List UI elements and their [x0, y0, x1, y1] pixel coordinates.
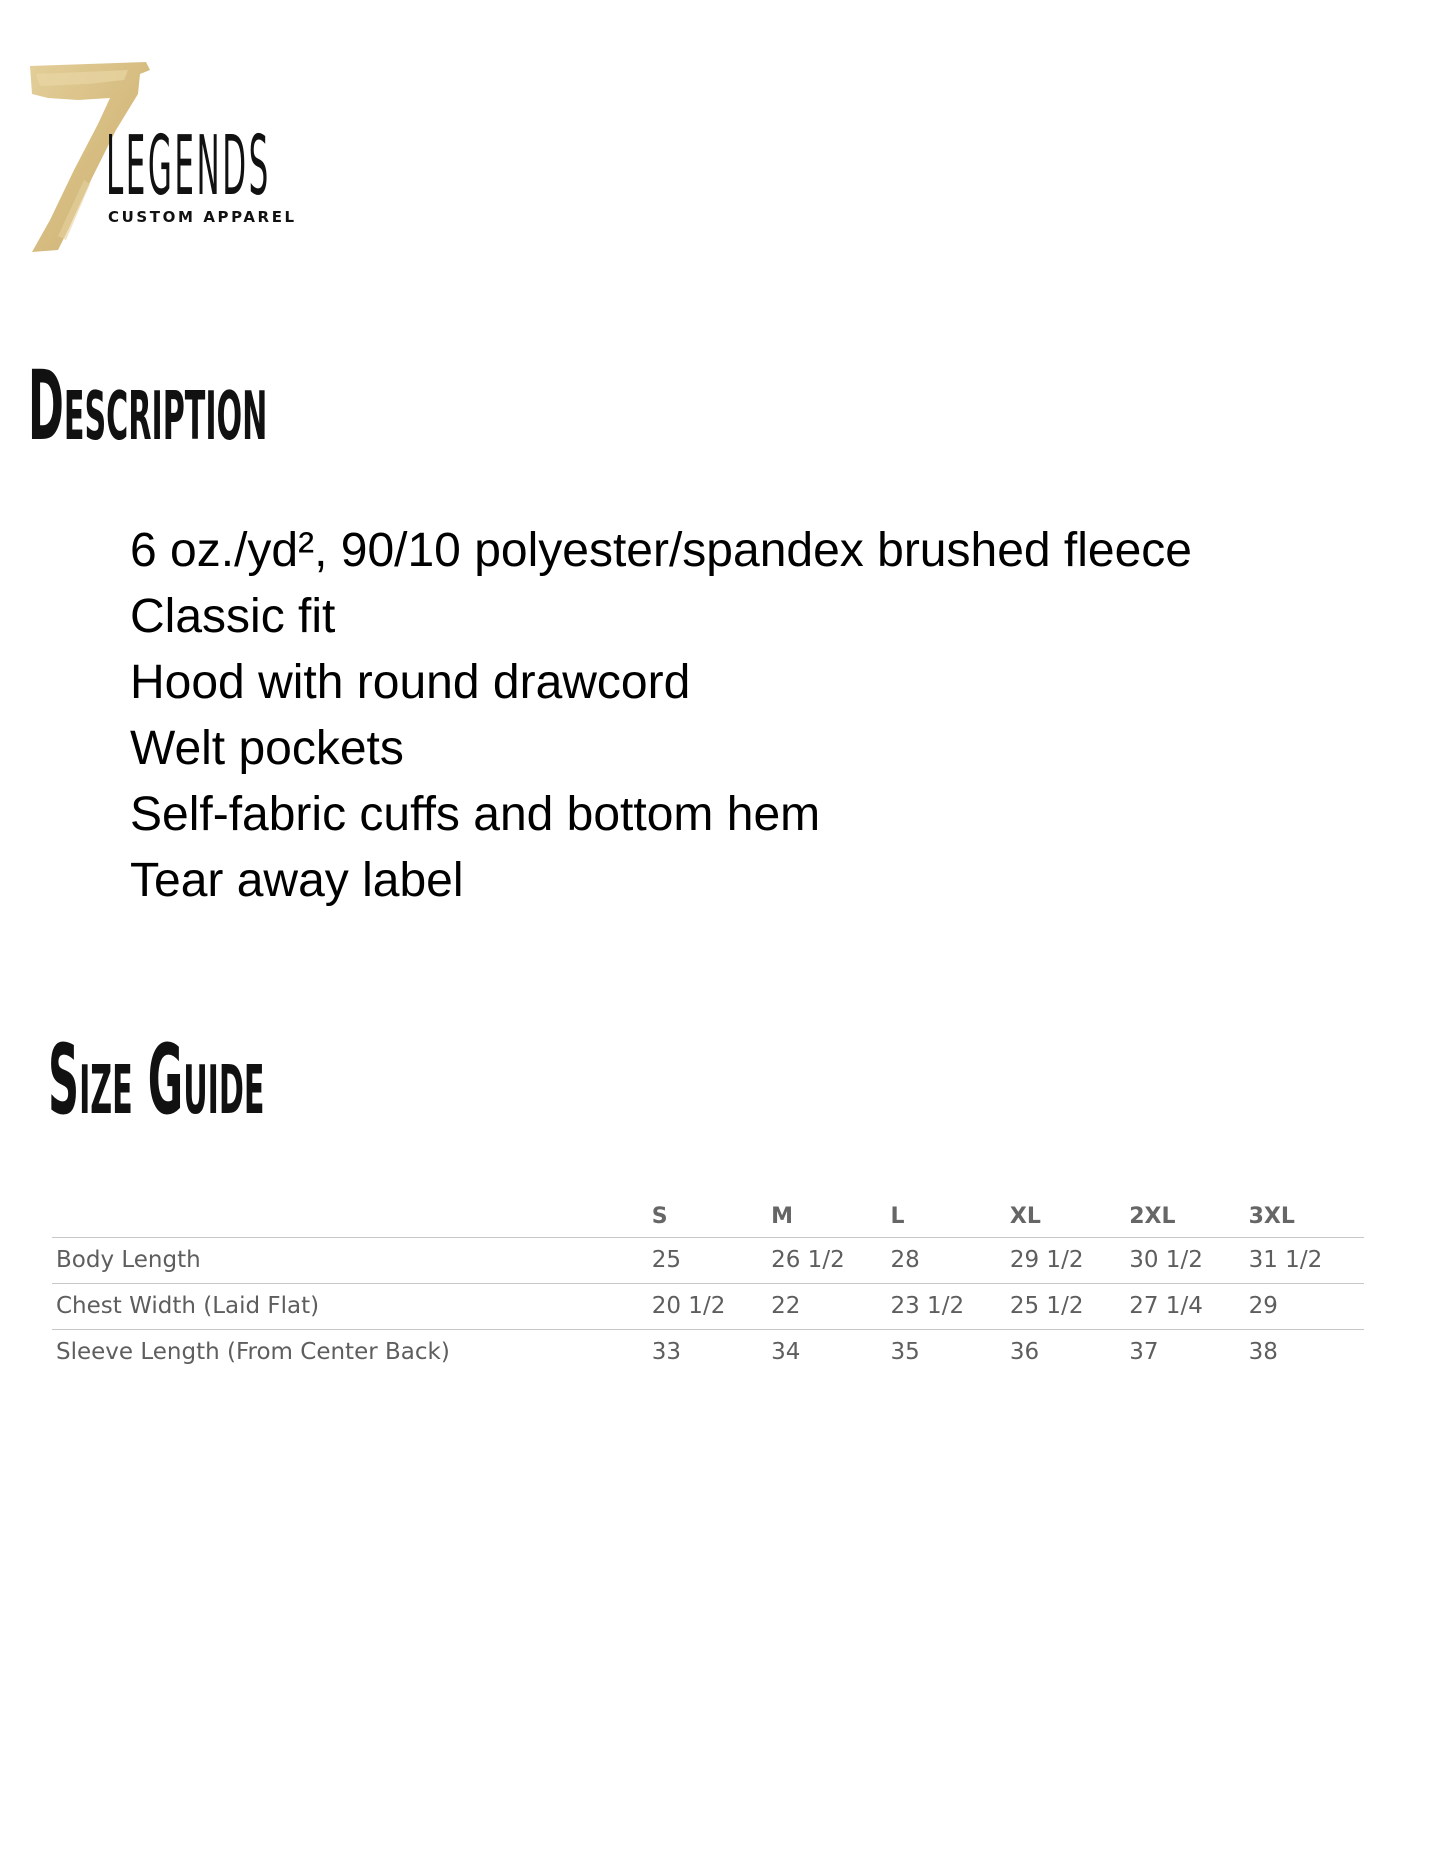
column-header-2xl: 2XL — [1125, 1196, 1244, 1238]
table-cell: 33 — [651, 1339, 682, 1365]
column-header-label — [52, 1196, 648, 1238]
list-item: Classic fit — [130, 590, 336, 643]
list-item: Tear away label — [130, 854, 464, 907]
list-item: 6 oz./yd², 90/10 polyester/spandex brushed fleece — [130, 524, 1192, 577]
size-guide-heading: Size Guide — [48, 1024, 265, 1136]
table-cell: 27 1/4 — [1125, 1284, 1244, 1330]
table-cell: 26 1/2 — [767, 1238, 886, 1284]
row-label: Body Length — [52, 1238, 648, 1284]
table-cell: 31 1/2 — [1245, 1238, 1364, 1284]
logo-tagline: CUSTOM APPAREL — [108, 208, 297, 226]
column-header-l: L — [886, 1196, 1005, 1238]
table-cell: 28 — [886, 1238, 1005, 1284]
table-cell: 30 1/2 — [1125, 1238, 1244, 1284]
brand-logo — [28, 60, 328, 260]
table-row — [52, 1330, 1364, 1376]
column-header-m: M — [767, 1196, 886, 1238]
table-row — [52, 1284, 1364, 1330]
table-cell: 34 — [771, 1339, 801, 1365]
logo-wordmark: LEGENDS — [106, 119, 271, 214]
column-header-3xl: 3XL — [1245, 1196, 1364, 1238]
table-cell: 38 — [1248, 1339, 1278, 1365]
table-cell: 29 — [1245, 1284, 1364, 1330]
row-label: Chest Width (Laid Flat) — [52, 1284, 648, 1330]
table-cell: 35 — [890, 1339, 920, 1365]
list-item: Self-fabric cuffs and bottom hem — [130, 788, 821, 841]
table-cell: 36 — [1009, 1339, 1040, 1365]
description-heading: Description — [28, 350, 268, 462]
list-item: Welt pockets — [130, 722, 404, 775]
table-header-row — [52, 1196, 1364, 1238]
table-cell: 29 1/2 — [1006, 1238, 1125, 1284]
list-item: Hood with round drawcord — [130, 656, 691, 709]
table-cell: 25 1/2 — [1006, 1284, 1125, 1330]
row-label: Sleeve Length (From Center Back) — [56, 1339, 450, 1365]
table-cell: 20 1/2 — [648, 1284, 767, 1330]
table-cell: 25 — [648, 1238, 767, 1284]
size-guide-table — [52, 1196, 1364, 1375]
column-header-xl: XL — [1006, 1196, 1125, 1238]
table-row — [52, 1238, 1364, 1284]
column-header-s: S — [648, 1196, 767, 1238]
table-cell: 23 1/2 — [886, 1284, 1005, 1330]
description-list — [130, 518, 1192, 914]
table-cell: 37 — [1129, 1339, 1159, 1365]
table-cell: 22 — [767, 1284, 886, 1330]
